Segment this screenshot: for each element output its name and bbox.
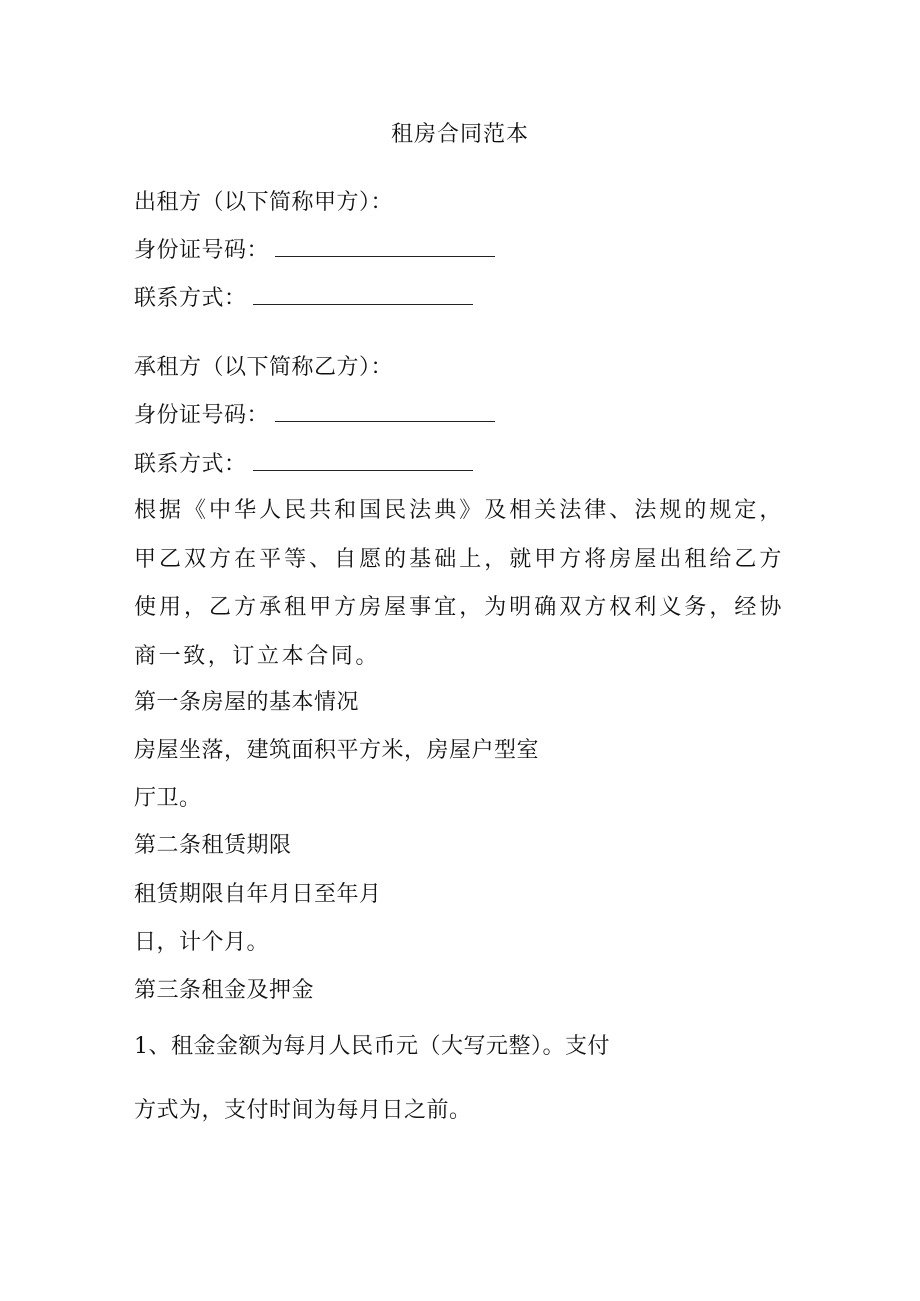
article1-line1: 房屋坐落，建筑面积平方米，房屋户型室 — [134, 738, 540, 763]
party-b-contact-row — [134, 450, 473, 480]
article1-heading: 第一条房屋的基本情况 — [134, 690, 360, 715]
party-a-contact-row — [134, 284, 473, 314]
party-a-contact-blank — [253, 284, 473, 305]
article2-heading: 第二条租赁期限 — [134, 833, 292, 858]
party-b-heading: 承租方（以下简称乙方）： — [134, 355, 394, 380]
party-a-contact-label: 联系方式： — [134, 286, 247, 311]
party-b-id-blank — [275, 401, 495, 422]
party-b-id-label: 身份证号码： — [134, 403, 270, 428]
party-b-contact-label: 联系方式： — [134, 452, 247, 477]
article1-line2: 厅卫。 — [134, 786, 202, 811]
party-b-id-row — [134, 401, 495, 431]
article2-line2: 日，计个月。 — [134, 930, 270, 955]
party-a-heading: 出租方（以下简称甲方）： — [134, 190, 394, 215]
intro-paragraph: 根据《中华人民共和国民法典》及相关法律、法规的规定，甲乙双方在平等、自愿的基础上，就甲方将房屋出租给乙方使用，乙方承租甲方房屋事宜，为明确双方权利义务，经协商一致，订立本合同。 — [134, 498, 784, 669]
party-a-id-label: 身份证号码： — [134, 238, 270, 263]
article2-line1: 租赁期限自年月日至年月 — [134, 882, 382, 907]
article3-line1: 1、租金金额为每月人民币元（大写元整）。支付 — [134, 1034, 610, 1059]
article3-line2: 方式为，支付时间为每月日之前。 — [134, 1098, 472, 1123]
document-title: 租房合同范本 — [390, 122, 529, 147]
article3-heading: 第三条租金及押金 — [134, 978, 315, 1003]
party-a-id-blank — [275, 236, 495, 257]
party-b-contact-blank — [253, 450, 473, 471]
party-a-id-row — [134, 236, 495, 266]
